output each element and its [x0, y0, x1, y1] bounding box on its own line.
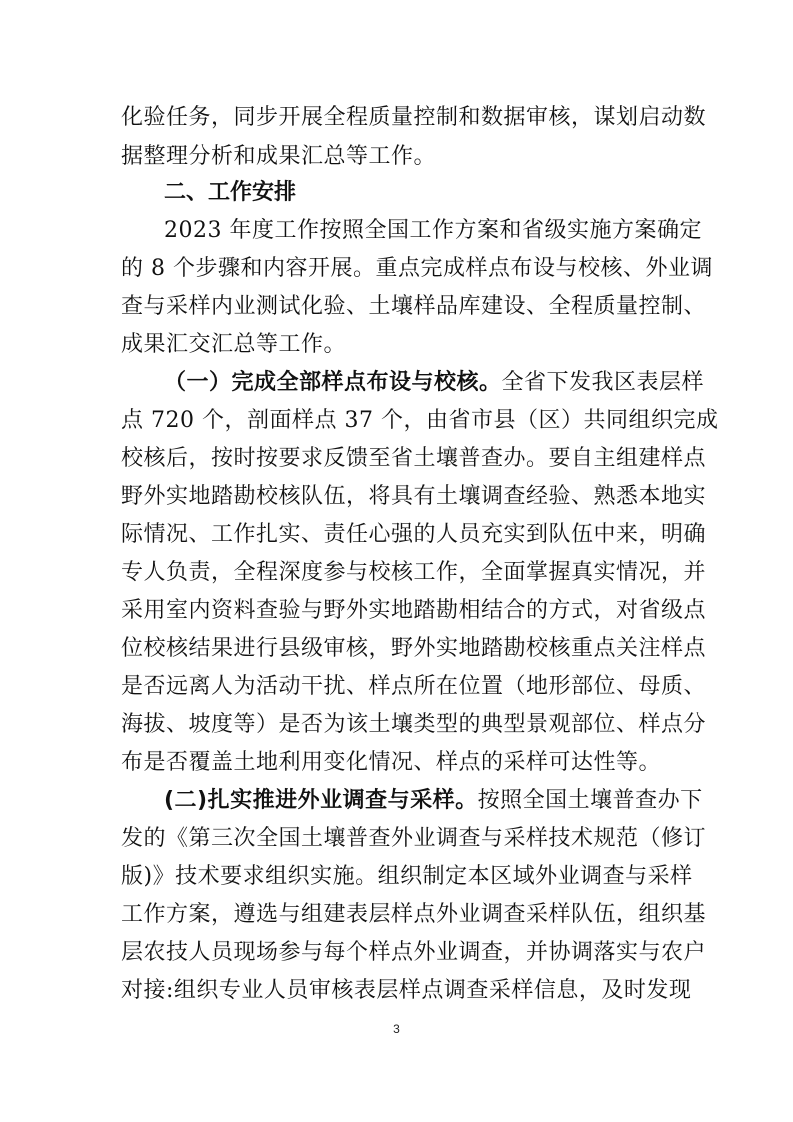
text-line: 工作方案，遵选与组建表层样点外业调查采样队伍，组织基	[121, 902, 707, 927]
text-line: 位校核结果进行县级审核，野外实地踏勘校核重点关注样点	[121, 636, 707, 661]
text-line: 野外实地踏勘校核队伍，将具有土壤调查经验、熟悉本地实	[121, 484, 707, 509]
text-span: 按照全国土壤普查办下	[477, 788, 703, 813]
subsection-first-line	[164, 786, 703, 816]
text-line: 据整理分析和成果汇总等工作。	[121, 144, 437, 169]
text-line: 化验任务，同步开展全程质量控制和数据审核，谋划启动数	[121, 105, 707, 130]
text-line: 校核后，按时按要求反馈至省土壤普查办。要自主组建样点	[121, 446, 707, 471]
text-line: 布是否覆盖土地利用变化情况、样点的采样可达性等。	[121, 750, 662, 775]
text-line: 2023 年度工作按照全国工作方案和省级实施方案确定	[164, 218, 702, 243]
text-line: 海拔、坡度等）是否为该土壤类型的典型景观部位、样点分	[121, 712, 707, 737]
text-line: 专人负责，全程深度参与校核工作，全面掌握真实情况，并	[121, 560, 707, 585]
page-number: 3	[393, 1022, 400, 1036]
text-line: 成果汇交汇总等工作。	[121, 332, 347, 357]
text-span: 全省下发我区表层样	[501, 370, 705, 395]
text-line: 发的《第三次全国土壤普查外业调查与采样技术规范（修订	[121, 826, 707, 851]
text-line: 层农技人员现场参与每个样点外业调查，并协调落实与农户	[121, 940, 707, 965]
section-heading: 二、工作安排	[164, 180, 297, 205]
text-line: 查与采样内业测试化验、土壤样品库建设、全程质量控制、	[121, 294, 707, 319]
subsection-first-line	[164, 368, 705, 398]
text-line: 采用室内资料查验与野外实地踏勘相结合的方式，对省级点	[121, 598, 707, 623]
subsection-title: （一）完成全部样点布设与校核。	[164, 370, 502, 395]
text-line: 际情况、工作扎实、责任心强的人员充实到队伍中来，明确	[121, 522, 707, 547]
text-line: 版)》技术要求组织实施。组织制定本区域外业调查与采样	[121, 864, 693, 889]
text-line: 点 720 个，剖面样点 37 个，由省市县（区）共同组织完成	[121, 408, 719, 433]
text-line: 对接:组织专业人员审核表层样点调查采样信息，及时发现	[121, 978, 692, 1003]
text-line: 的 8 个步骤和内容开展。重点完成样点布设与校核、外业调	[121, 256, 713, 281]
subsection-title: (二)扎实推进外业调查与采样。	[164, 788, 478, 813]
text-line: 是否远离人为活动干扰、样点所在位置（地形部位、母质、	[121, 674, 707, 699]
